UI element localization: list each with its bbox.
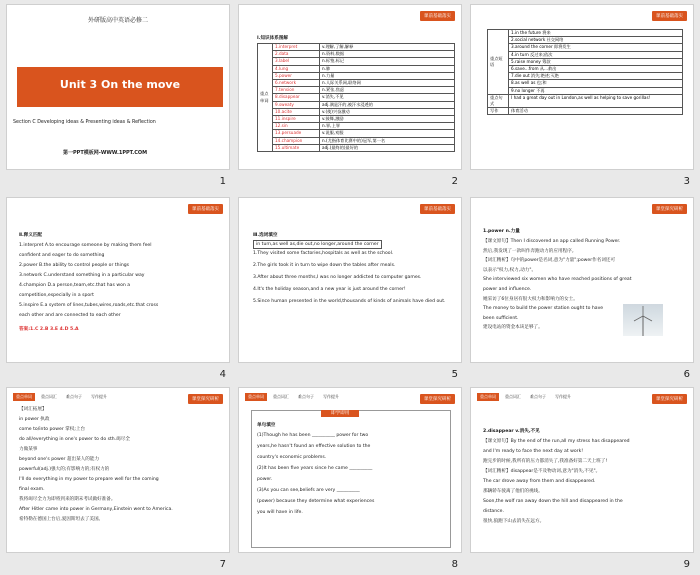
text-line: After Hitler came into power in Germany,Einstein went to America. <box>19 507 173 512</box>
text-line: been sufficient. <box>483 315 519 321</box>
nav-tab[interactable]: 重点词汇 <box>505 394 521 399</box>
text-line: (power) because they determine what experiences <box>257 499 375 504</box>
text-line: 5.Since human presented in the world,thousands of kinds of animals have died out. <box>253 299 446 304</box>
vocab-meaning: n.肺 <box>320 65 455 72</box>
vocab-word: 3.label <box>273 58 320 65</box>
text-line: power. <box>257 477 273 482</box>
slide-number: 4 <box>219 369 226 380</box>
vocab-row <box>258 137 455 144</box>
text-line: 2.power B.the ability to control people or things <box>19 263 130 268</box>
text-line: 我将竭尽全力为即将到来的期末考试做好准备。 <box>19 497 116 502</box>
text-line: competition,especially in a sport <box>19 293 94 298</box>
slide-subtitle: Section C Developing ideas & Presenting ideas & Reflection <box>13 120 156 125</box>
vocab-word: 1.interpret <box>273 44 320 51</box>
phrase-row <box>488 73 683 80</box>
vocab-meaning: n.(尤指体育比赛中的)冠军,第一名 <box>320 137 455 144</box>
vocab-row <box>258 108 455 115</box>
slide-number: 2 <box>451 176 458 187</box>
vocab-row <box>258 101 455 108</box>
slide-thumbnail-3[interactable] <box>466 2 698 192</box>
phrase-text: 4.in turn 反过来;依次 <box>509 51 683 58</box>
vocab-row <box>258 123 455 130</box>
section-tag: 课堂探究研析 <box>652 394 687 404</box>
text-line: 希特勒在德国上台后,爱因斯坦去了美国。 <box>19 517 104 522</box>
vocab-row <box>258 72 455 79</box>
sentence-row <box>488 94 683 107</box>
phrase-row <box>488 51 683 58</box>
word-title: 1.power n.力量 <box>483 229 520 234</box>
text-line: 1.interpret A.to encourage someone by making them feel <box>19 243 152 248</box>
text-line: you will have in life. <box>257 510 303 515</box>
text-line: 【词汇拓展】 <box>19 407 47 412</box>
text-line: confident and eager to do something <box>19 253 105 258</box>
phrase-text: 7.die out 消失;绝迹;灭绝 <box>509 73 683 80</box>
slide-number: 9 <box>683 559 690 570</box>
text-line: 【词汇精析】句中的power是名词,意为"力量";power作名词还可 <box>483 258 616 264</box>
vocab-word: 15.ultimate <box>273 144 320 151</box>
phrase-text: 1.in the future 将来 <box>509 30 683 37</box>
answer-text: 答案:1.C 2.B 3.E 4.D 5.A <box>19 327 79 332</box>
text-line: 以表示"权力,权力,动力"。 <box>483 267 537 273</box>
phrase-table <box>487 29 683 115</box>
exercise-title: 单句填空 <box>257 423 276 428</box>
slide-thumbnail-6[interactable] <box>466 195 698 385</box>
nav-tab[interactable]: 重点词汇 <box>273 394 289 399</box>
vocab-word: 4.lung <box>273 65 320 72</box>
wind-turbine-icon <box>623 304 663 336</box>
nav-tab[interactable]: 难点句子 <box>298 394 314 399</box>
section-tag: 课前基础落实 <box>652 11 687 21</box>
vocab-meaning: n.力量 <box>320 72 455 79</box>
slide-number: 1 <box>219 176 226 187</box>
phrase-row <box>488 30 683 37</box>
text-line: do all/everything in one's power to do sth.竭尽全 <box>19 437 130 442</box>
vocab-row <box>258 116 455 123</box>
vocab-meaning: v.(使)兴奋激动 <box>320 108 455 115</box>
text-line: I'll do everything in my power to prepare well for the coming <box>19 477 159 482</box>
text-line: come to/into power 掌权;上台 <box>19 427 86 432</box>
text-line: The money to build the power station ought to have <box>483 306 604 312</box>
text-line: 然后,我发现了一款叫作奔跑动力的应用程序。 <box>483 248 577 254</box>
text-line: 力做某事 <box>19 447 38 452</box>
vocab-row <box>258 58 455 65</box>
slide-thumbnail-4[interactable] <box>2 195 234 385</box>
source-text: 第一PPT模板网-WWW.1PPT.COM <box>63 150 148 156</box>
text-line: 【课文原句】By the end of the run,all my stress has disappeared <box>483 439 630 444</box>
text-line: 4.champion D.a person,team,etc.that has won a <box>19 283 131 288</box>
text-line: She interviewed six women who have reached positions of great <box>483 277 632 283</box>
section-nav <box>13 393 110 401</box>
vocab-row <box>258 144 455 151</box>
nav-tab[interactable]: 难点句子 <box>66 394 82 399</box>
text-line: (2)It has been five years since he came __________ <box>257 466 373 471</box>
vocab-row <box>258 65 455 72</box>
slide-number: 8 <box>451 559 458 570</box>
text-line: The car drove away from them and disappeared. <box>483 479 596 484</box>
phrase-row <box>488 58 683 65</box>
phrase-row <box>488 37 683 44</box>
phrase-text: 5.raise money 筹款 <box>509 58 683 65</box>
text-line: distance. <box>483 509 504 514</box>
vocab-word: 9.sweaty <box>273 101 320 108</box>
slide-thumbnail-1[interactable] <box>2 2 234 192</box>
vocab-row <box>258 80 455 87</box>
text-line: 建设电站的资金本该足够了。 <box>483 325 543 331</box>
phrase-row <box>488 66 683 73</box>
section-nav <box>477 393 574 401</box>
vocab-row <box>258 51 455 58</box>
vocab-word: 13.persuade <box>273 130 320 137</box>
slide-number: 6 <box>683 369 690 380</box>
row-header: 重点单词 <box>258 44 273 152</box>
nav-tab[interactable]: 写作提升 <box>91 394 107 399</box>
text-line: (1)Though he has been __________ power for two <box>257 433 369 438</box>
vocab-meaning: adj.(最终的)最好的 <box>320 144 455 151</box>
writing-text: 体育活动 <box>509 108 683 115</box>
vocab-meaning: n.紧张,焦虑 <box>320 87 455 94</box>
vocab-word: 5.power <box>273 72 320 79</box>
text-line: in power 执政 <box>19 417 50 422</box>
slide-thumbnail-9[interactable] <box>466 385 698 575</box>
vocab-table <box>257 43 455 152</box>
row-header: 重点短语 <box>488 30 509 95</box>
vocab-word: 6.network <box>273 80 320 87</box>
nav-tab[interactable]: 重点词汇 <box>41 394 57 399</box>
vocab-meaning: v.说服,劝服 <box>320 130 455 137</box>
slide-thumbnail-2[interactable] <box>234 2 466 192</box>
text-line: 1.They visited some factories,hospitals as well as the school. <box>253 251 394 256</box>
vocab-meaning: v.消失,不见 <box>320 94 455 101</box>
phrase-text: 9.no longer 不再 <box>509 87 683 94</box>
section-heading: Ⅱ.释义匹配 <box>19 233 43 238</box>
text-line: 她采访了6位身居有很大权力和影响力的女士。 <box>483 296 578 302</box>
vocab-row <box>258 94 455 101</box>
text-line: each other and are connected to each other <box>19 313 121 318</box>
nav-tab[interactable]: 写作提升 <box>555 394 571 399</box>
wind-turbine-image <box>623 304 663 336</box>
word-box: in turn,as well as,die out,no longer,around the corner <box>253 240 382 249</box>
vocab-word: 10.acite <box>273 108 320 115</box>
vocab-word: 14.champion <box>273 137 320 144</box>
phrase-row <box>488 80 683 87</box>
text-line: 3.network C.understand something in a particular way <box>19 273 145 278</box>
section-tag: 课前基础落实 <box>420 11 455 21</box>
text-line: power and influence. <box>483 287 532 292</box>
writing-row <box>488 108 683 115</box>
row-header: 写作 <box>488 108 509 115</box>
text-line: 4.It's the holiday season,and a new year is just around the corner! <box>253 287 406 292</box>
text-line: country's economic problems. <box>257 455 327 460</box>
phrase-text: 8.as well as 也;和 <box>509 80 683 87</box>
text-line: final exam. <box>19 487 45 492</box>
vocab-word: 2.data <box>273 51 320 58</box>
phrase-row <box>488 44 683 51</box>
vocab-word: 12.sin <box>273 123 320 130</box>
text-line: 2.The girls took it in turn to wipe down the tables after meals. <box>253 263 396 268</box>
vocab-row <box>258 130 455 137</box>
section-heading: Ⅰ.知识体系图解 <box>257 36 289 41</box>
text-line: 5.inspire E.a system of lines,tubes,wires,roads,etc.that cross <box>19 303 159 308</box>
vocab-meaning: n.资料,数据 <box>320 51 455 58</box>
text-line: (3)As you can see,beliefs are very __________ <box>257 488 360 493</box>
vocab-meaning: v.理解,了解,解释 <box>320 44 455 51</box>
section-tag: 课堂探究研析 <box>420 394 455 404</box>
text-line: powerful(adj.)强大的;有影响力的;有权力的 <box>19 467 110 472</box>
section-tag: 课堂探究研析 <box>188 394 223 404</box>
nav-tab[interactable]: 重点单词 <box>13 393 35 401</box>
phrase-text: 2.social network 社交网络 <box>509 37 683 44</box>
text-line: 跑完步的时候,我所有的压力都消失了,我准备好第二天上班了! <box>483 459 608 464</box>
text-line: 很快,狼跑下山去消失在远方。 <box>483 519 545 524</box>
vocab-meaning: n.标签,标记 <box>320 58 455 65</box>
phrase-row <box>488 87 683 94</box>
nav-tab[interactable]: 难点句子 <box>530 394 546 399</box>
vocab-word: 11.inspire <box>273 116 320 123</box>
vocab-meaning: n.人际关系网,联络网 <box>320 80 455 87</box>
text-line: beyond one's power 超出某人的能力 <box>19 457 100 462</box>
section-tag: 课前基础落实 <box>420 204 455 214</box>
phrase-text: 6.save...from 从...救出 <box>509 66 683 73</box>
vocab-word: 8.disappear <box>273 94 320 101</box>
row-header: 重点句式 <box>488 94 509 107</box>
text-line: Soon,the wolf ran away down the hill and disappeared in the <box>483 499 623 504</box>
word-title: 2.disappear v.消失,不见 <box>483 429 540 434</box>
section-tag: 课堂探究研析 <box>652 204 687 214</box>
section-nav <box>245 393 342 401</box>
slide-number: 3 <box>683 176 690 187</box>
vocab-word: 7.tension <box>273 87 320 94</box>
sentence-text: I had a great day out in London,as well as helping to save gorillas! <box>509 94 683 107</box>
slide-thumbnail-5[interactable] <box>234 195 466 385</box>
phrase-text: 3.around the corner 即将发生 <box>509 44 683 51</box>
vocab-meaning: adj.满是汗的,被汗水浸透的 <box>320 101 455 108</box>
text-line: 【词汇精析】disappear是不及物动词,意为"消失,不见"。 <box>483 469 601 474</box>
exercise-box <box>251 410 451 548</box>
section-tag: 课前基础落实 <box>188 204 223 214</box>
slide-thumbnail-7[interactable] <box>2 385 234 575</box>
slide-number: 7 <box>219 559 226 570</box>
text-line: and I'm ready to face the next day at work! <box>483 449 584 454</box>
section-heading: Ⅲ.选词填空 <box>253 233 278 238</box>
vocab-meaning: n.罪,上罪 <box>320 123 455 130</box>
nav-tab[interactable]: 写作提升 <box>323 394 339 399</box>
exercise-banner: 即学即用 <box>321 410 359 417</box>
nav-tab[interactable]: 重点单词 <box>477 393 499 401</box>
vocab-row <box>258 44 455 51</box>
slide-number: 5 <box>451 369 458 380</box>
text-line: 【课文原句】Then I discovered an app called Running Power. <box>483 239 621 244</box>
vocab-meaning: v.鼓舞,激励 <box>320 116 455 123</box>
unit-title: Unit 3 On the move <box>59 78 181 91</box>
slide-top-title: 外研版高中英语必修二 <box>87 17 148 24</box>
slide-thumbnail-8[interactable] <box>234 385 466 575</box>
nav-tab[interactable]: 重点单词 <box>245 393 267 401</box>
text-line: 3.After about three months,I was no longer addicted to computer games. <box>253 275 422 280</box>
vocab-row <box>258 87 455 94</box>
text-line: years,he hasn't found an effective solution to the <box>257 444 371 449</box>
text-line: 那辆轿车驶离了他们的视线。 <box>483 489 543 494</box>
